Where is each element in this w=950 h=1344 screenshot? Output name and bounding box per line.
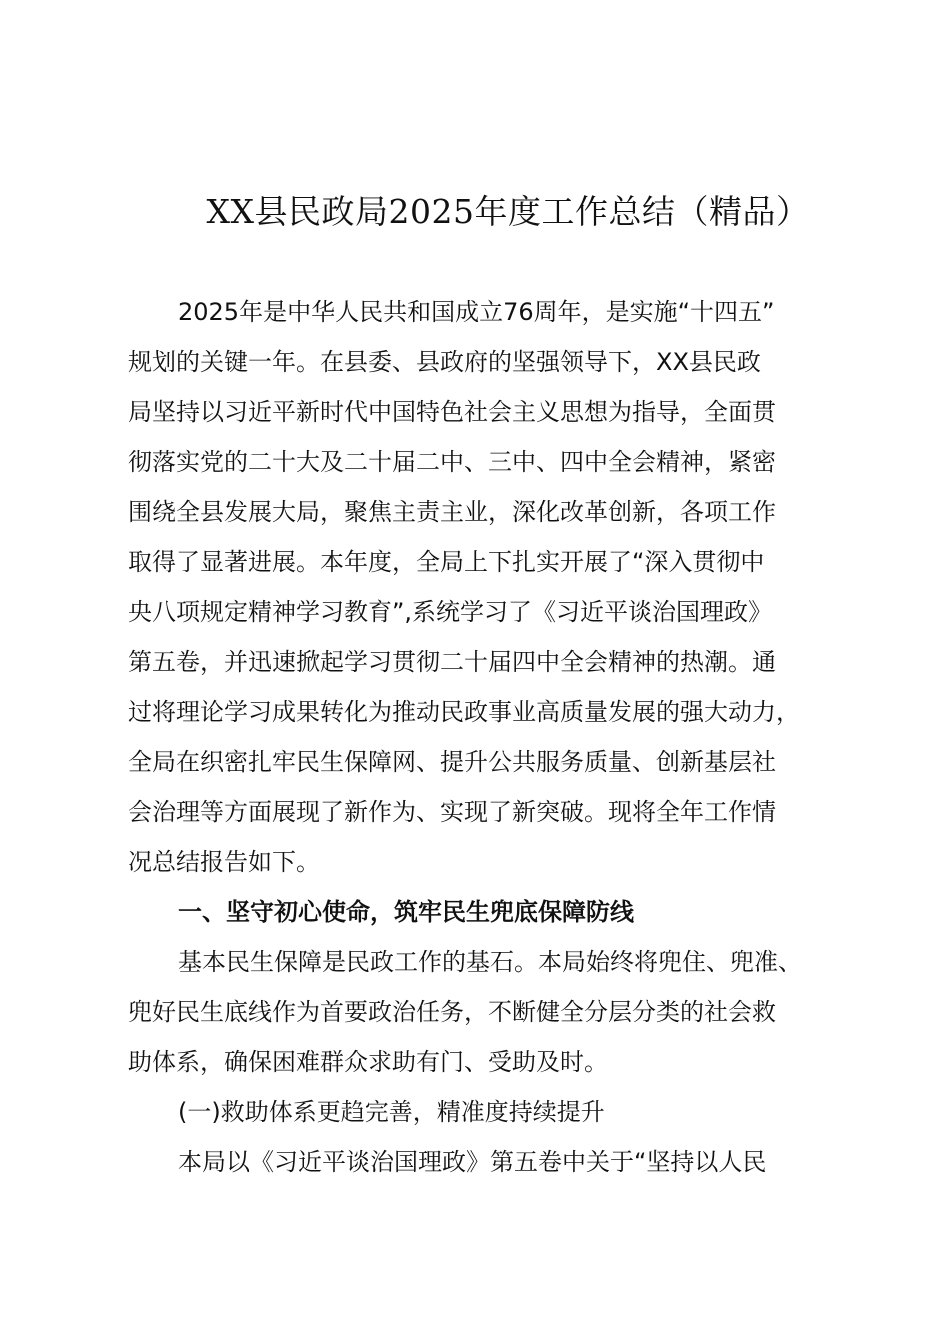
paragraph-line: 围绕全县发展大局，聚焦主责主业，深化改革创新，各项工作 bbox=[128, 498, 776, 526]
paragraph-line: 央八项规定精神学习教育”,系统学习了《习近平谈治国理政》 bbox=[128, 598, 773, 626]
subsection-heading: (一)救助体系更趋完善，精准度持续提升 bbox=[178, 1098, 605, 1126]
paragraph-line: 彻落实党的二十大及二十届二中、三中、四中全会精神，紧密 bbox=[128, 448, 776, 476]
paragraph-line: 兜好民生底线作为首要政治任务，不断健全分层分类的社会救 bbox=[128, 998, 776, 1026]
section-heading: 一、坚守初心使命，筑牢民生兜底保障防线 bbox=[178, 898, 634, 926]
paragraph-line: 第五卷，并迅速掀起学习贯彻二十届四中全会精神的热潮。通 bbox=[128, 648, 776, 676]
paragraph-line: 2025年是中华人民共和国成立76周年，是实施“十四五” bbox=[178, 298, 775, 326]
paragraph-line: 本局以《习近平谈治国理政》第五卷中关于“坚持以人民 bbox=[178, 1148, 767, 1176]
document-title: XX县民政局2025年度工作总结（精品） bbox=[206, 192, 810, 231]
paragraph-line: 全局在织密扎牢民生保障网、提升公共服务质量、创新基层社 bbox=[128, 748, 776, 776]
paragraph-line: 基本民生保障是民政工作的基石。本局始终将兜住、兜准、 bbox=[178, 948, 802, 976]
paragraph-line: 过将理论学习成果转化为推动民政事业高质量发展的强大动力， bbox=[128, 698, 800, 726]
paragraph-line: 规划的关键一年。在县委、县政府的坚强领导下，XX县民政 bbox=[128, 348, 761, 376]
paragraph-line: 会治理等方面展现了新作为、实现了新突破。现将全年工作情 bbox=[128, 798, 776, 826]
paragraph-line: 取得了显著进展。本年度，全局上下扎实开展了“深入贯彻中 bbox=[128, 548, 765, 576]
paragraph-line: 局坚持以习近平新时代中国特色社会主义思想为指导，全面贯 bbox=[128, 398, 776, 426]
paragraph-line: 况总结报告如下。 bbox=[128, 848, 320, 876]
paragraph-line: 助体系，确保困难群众求助有门、受助及时。 bbox=[128, 1048, 608, 1076]
